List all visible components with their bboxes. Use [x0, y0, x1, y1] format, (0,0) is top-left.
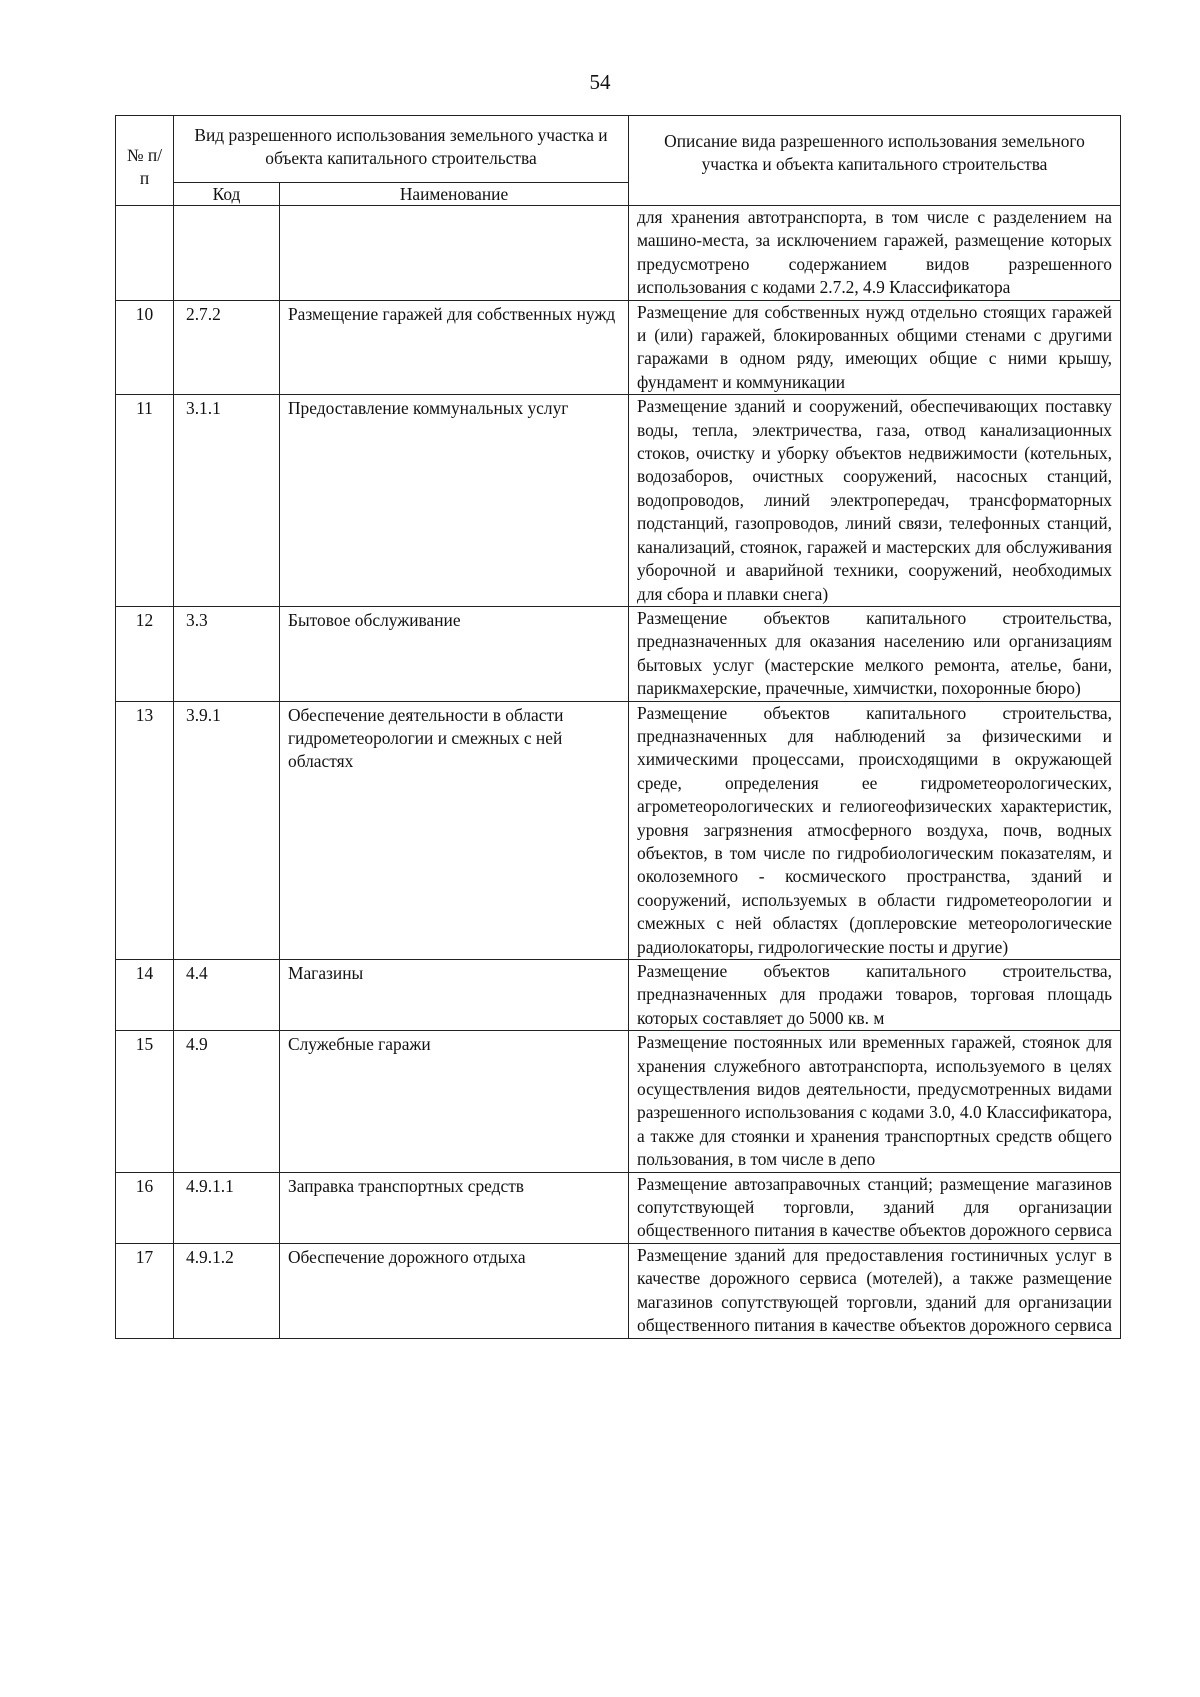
use-name: Обеспечение деятельности в области гидрометеорологии и смежных с ней областях [280, 701, 629, 959]
table-header [116, 116, 1121, 206]
use-description: Размещение объектов капитального строительства, предназначенных для оказания населению или организациям бытовых услуг (мастерские мелкого ремонта, ателье, бани, парикмахерские, прачечные, химчистки, похоронные бюро) [629, 606, 1121, 701]
row-number: 10 [116, 300, 174, 395]
table-row [116, 395, 1121, 607]
header-description: Описание вида разрешенного использования земельного участка и объекта капитального строительства [629, 116, 1121, 206]
use-description: Размещение объектов капитального строительства, предназначенных для продажи товаров, торговая площадь которых составляет до 5000 кв. м [629, 960, 1121, 1031]
use-description: Размещение постоянных или временных гаражей, стоянок для хранения служебного автотранспорта, используемого в целях осуществления видов деятельности, предусмотренных видами разрешенного использования с кодами 3.0, 4.0 Классификатора, а также для стоянки и хранения транспортных средств общего пользования, в том числе в депо [629, 1031, 1121, 1172]
row-number: 14 [116, 960, 174, 1031]
table-row [116, 1172, 1121, 1243]
use-code: 4.9 [174, 1031, 280, 1172]
row-number: 16 [116, 1172, 174, 1243]
use-code [174, 206, 280, 301]
use-code: 2.7.2 [174, 300, 280, 395]
use-description: Размещение для собственных нужд отдельно стоящих гаражей и (или) гаражей, блокированных общими стенами с другими гаражами в одном ряду, имеющих общие с ними крышу, фундамент и коммуникации [629, 300, 1121, 395]
header-code: Код [174, 183, 280, 206]
use-description: Размещение зданий и сооружений, обеспечивающих поставку воды, тепла, электричества, газа, отвод канализационных стоков, очистку и уборку объектов недвижимости (котельных, водозаборов, очистных сооружений, насосных станций, водопроводов, линий электропередач, трансформаторных подстанций, газопроводов, линий связи, телефонных станций, канализаций, стоянок, гаражей и мастерских для обслуживания уборочной и аварийной техники, сооружений, необходимых для сбора и плавки снега) [629, 395, 1121, 607]
use-code: 3.1.1 [174, 395, 280, 607]
use-code: 3.9.1 [174, 701, 280, 959]
use-name: Бытовое обслуживание [280, 606, 629, 701]
use-name [280, 206, 629, 301]
header-row-number: № п/п [116, 116, 174, 206]
table-row [116, 701, 1121, 959]
row-number: 12 [116, 606, 174, 701]
land-use-table [115, 115, 1121, 1339]
table-body [116, 206, 1121, 1339]
table-row [116, 300, 1121, 395]
use-name: Предоставление коммунальных услуг [280, 395, 629, 607]
use-description: Размещение объектов капитального строительства, предназначенных для наблюдений за физическими и химическими процессами, происходящими в окружающей среде, определения ее гидрометеорологических, агрометеорологических и гелиогеофизических характеристик, уровня загрязнения атмосферного воздуха, почв, водных объектов, в том числе по гидробиологическим показателям, и околоземного - космического пространства, зданий и сооружений, используемых в области гидрометеорологии и смежных с ней областях (доплеровские метеорологические радиолокаторы, гидрологические посты и другие) [629, 701, 1121, 959]
use-code: 4.4 [174, 960, 280, 1031]
use-name: Обеспечение дорожного отдыха [280, 1243, 629, 1338]
use-description: для хранения автотранспорта, в том числе с разделением на машино-места, за исключением гаражей, размещение которых предусмотрено содержанием видов разрешенного использования с кодами 2.7.2, 4.9 Классификатора [629, 206, 1121, 301]
use-description: Размещение зданий для предоставления гостиничных услуг в качестве дорожного сервиса (мотелей), а также размещение магазинов сопутствующей торговли, зданий для организации общественного питания в качестве объектов дорожного сервиса [629, 1243, 1121, 1338]
header-use-type-group: Вид разрешенного использования земельного участка и объекта капитального строительства [174, 116, 629, 183]
row-number: 15 [116, 1031, 174, 1172]
use-name: Размещение гаражей для собственных нужд [280, 300, 629, 395]
row-number: 11 [116, 395, 174, 607]
use-description: Размещение автозаправочных станций; размещение магазинов сопутствующей торговли, зданий для организации общественного питания в качестве объектов дорожного сервиса [629, 1172, 1121, 1243]
use-name: Заправка транспортных средств [280, 1172, 629, 1243]
table-row [116, 606, 1121, 701]
use-code: 3.3 [174, 606, 280, 701]
use-name: Служебные гаражи [280, 1031, 629, 1172]
table-row [116, 960, 1121, 1031]
table-row [116, 1243, 1121, 1338]
table-row [116, 206, 1121, 301]
use-name: Магазины [280, 960, 629, 1031]
row-number [116, 206, 174, 301]
header-name: Наименование [280, 183, 629, 206]
table-row [116, 1031, 1121, 1172]
page-number: 54 [589, 70, 611, 94]
use-code: 4.9.1.1 [174, 1172, 280, 1243]
row-number: 13 [116, 701, 174, 959]
row-number: 17 [116, 1243, 174, 1338]
use-code: 4.9.1.2 [174, 1243, 280, 1338]
